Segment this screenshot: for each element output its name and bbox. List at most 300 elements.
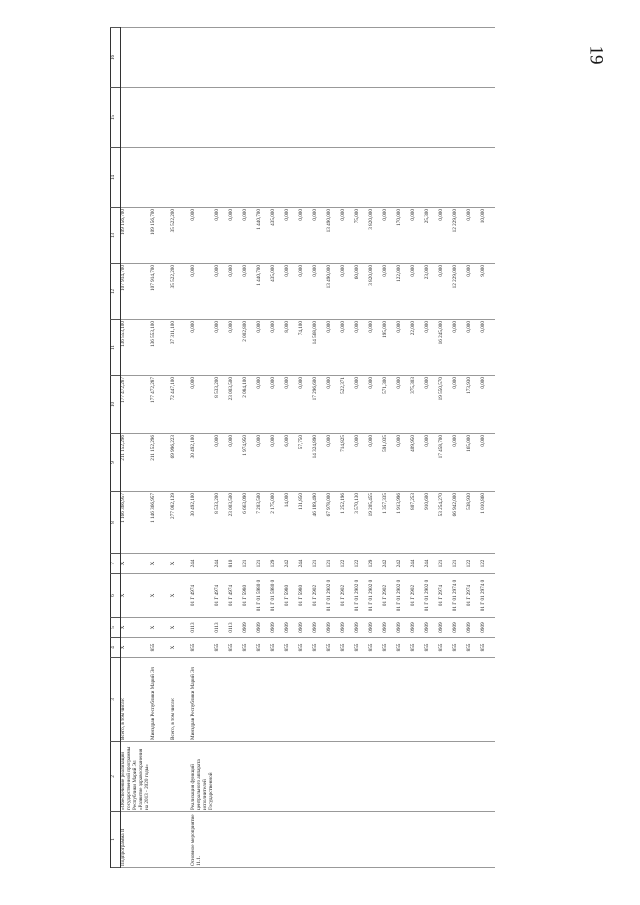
- table-cell: 0,000: [341, 320, 355, 376]
- table-cell: [229, 658, 243, 742]
- table-cell: [271, 812, 285, 868]
- table-cell: [397, 658, 411, 742]
- table-cell: 0,000: [467, 264, 481, 320]
- table-row: [327, 28, 341, 868]
- table-cell: [425, 742, 439, 812]
- table-cell: 0,000: [439, 208, 453, 264]
- table-cell: 16 245,000: [439, 320, 453, 376]
- table-cell: 855: [341, 638, 355, 658]
- table-cell: 57,750: [299, 434, 313, 492]
- table-cell: [467, 742, 481, 812]
- table-cell: 242: [397, 554, 411, 574]
- table-cell: [425, 88, 439, 148]
- table-cell: 0,000: [355, 376, 369, 434]
- table-cell: 121: [453, 554, 467, 574]
- table-cell: [369, 742, 383, 812]
- table-cell: [467, 812, 481, 868]
- table-cell: [257, 148, 271, 208]
- table-cell: [369, 28, 383, 88]
- table-cell: 810: [229, 554, 243, 574]
- table-cell: 107 914,700: [151, 264, 171, 320]
- table-cell: 1 166 366,957: [121, 492, 151, 554]
- table-cell: 109 156,700: [121, 208, 151, 264]
- table-cell: [453, 88, 467, 148]
- table-cell: [467, 658, 481, 742]
- column-header: 5: [111, 618, 121, 638]
- table-cell: [151, 742, 171, 812]
- table-cell: 0909: [425, 618, 439, 638]
- table-cell: 1 252,196: [341, 492, 355, 554]
- table-cell: 0,000: [397, 434, 411, 492]
- table-cell: 01 Г 4974: [215, 574, 229, 618]
- table-cell: 13 490,000: [327, 208, 341, 264]
- table-cell: [271, 28, 285, 88]
- column-header: 3: [111, 658, 121, 742]
- table-cell: 131,850: [299, 492, 313, 554]
- table-cell: 855: [355, 638, 369, 658]
- table-cell: 0909: [285, 618, 299, 638]
- table-row: [411, 28, 425, 868]
- table-cell: 0909: [481, 618, 495, 638]
- table-row: [467, 28, 481, 868]
- table-cell: [243, 812, 257, 868]
- table-cell: 0,000: [285, 264, 299, 320]
- table-cell: 0,000: [425, 376, 439, 434]
- table-cell: [215, 28, 229, 88]
- table-cell: 0,000: [299, 376, 313, 434]
- table-cell: 1 913,996: [397, 492, 411, 554]
- table-cell: [383, 812, 397, 868]
- table-cell: 122,000: [397, 264, 411, 320]
- table-cell: 0113: [215, 618, 229, 638]
- table-cell: [257, 88, 271, 148]
- table-cell: 244: [191, 554, 215, 574]
- table-body: [121, 28, 495, 868]
- table-cell: [341, 148, 355, 208]
- table-cell: 1 357,335: [383, 492, 397, 554]
- table-row: [229, 28, 243, 868]
- table-cell: [355, 28, 369, 88]
- table-cell: 435,000: [271, 264, 285, 320]
- table-cell: [355, 88, 369, 148]
- table-cell: [369, 148, 383, 208]
- table-cell: 2 175,000: [271, 492, 285, 554]
- table-cell: 69 996,223: [171, 434, 191, 492]
- column-header: 13: [111, 208, 121, 264]
- column-header: 2: [111, 742, 121, 812]
- table-cell: 1 440,700: [257, 208, 271, 264]
- column-header: 8: [111, 492, 121, 554]
- table-cell: 0,000: [369, 434, 383, 492]
- table-cell: 855: [425, 638, 439, 658]
- table-cell: 23 003,500: [229, 492, 243, 554]
- table-cell: 0,000: [425, 320, 439, 376]
- table-cell: [383, 88, 397, 148]
- table-cell: [121, 88, 151, 148]
- table-cell: 855: [243, 638, 257, 658]
- table-cell: [411, 812, 425, 868]
- table-cell: 0,000: [191, 208, 215, 264]
- table-cell: 30 492,100: [191, 492, 215, 554]
- table-cell: 0,000: [313, 264, 327, 320]
- table-cell: 0909: [341, 618, 355, 638]
- table-cell: 1 440,700: [257, 264, 271, 320]
- table-row: [121, 28, 151, 868]
- table-cell: 855: [313, 638, 327, 658]
- table-cell: 0,000: [215, 264, 229, 320]
- table-cell: 0909: [369, 618, 383, 638]
- table-cell: [285, 88, 299, 148]
- table-cell: 0,000: [229, 208, 243, 264]
- table-cell: 244: [411, 554, 425, 574]
- table-cell: 35 522,200: [171, 264, 191, 320]
- table-cell: 244: [299, 554, 313, 574]
- table-cell: 0909: [467, 618, 481, 638]
- table-cell: 37 311,100: [171, 320, 191, 376]
- table-cell: 129: [271, 554, 285, 574]
- table-cell: 0909: [411, 618, 425, 638]
- table-cell: [171, 28, 191, 88]
- table-cell: 173,930: [467, 376, 481, 434]
- table-cell: X: [121, 618, 151, 638]
- table-cell: 129: [369, 554, 383, 574]
- table-cell: 855: [467, 638, 481, 658]
- table-cell: 0909: [453, 618, 467, 638]
- table-cell: 177 472,287: [151, 376, 171, 434]
- table-cell: 0909: [271, 618, 285, 638]
- table-cell: 0,000: [243, 208, 257, 264]
- table-cell: 0,000: [313, 208, 327, 264]
- table-cell: 0,000: [341, 208, 355, 264]
- table-cell: 01 Г 4974: [191, 574, 215, 618]
- table-row: [299, 28, 313, 868]
- table-cell: 01 Г 01 2974 0: [453, 574, 467, 618]
- table-cell: 60,000: [355, 264, 369, 320]
- table-cell: [171, 812, 191, 868]
- table-cell: 8,000: [285, 320, 299, 376]
- table-cell: 0,000: [439, 264, 453, 320]
- table-cell: [121, 148, 151, 208]
- page-number: 19: [585, 45, 607, 65]
- table-cell: [383, 148, 397, 208]
- column-header: 15: [111, 88, 121, 148]
- table-header: [111, 28, 121, 868]
- column-header: 16: [111, 28, 121, 88]
- table-cell: 121: [327, 554, 341, 574]
- table-cell: [327, 742, 341, 812]
- table-cell: [453, 742, 467, 812]
- table-cell: 0113: [229, 618, 243, 638]
- table-cell: [151, 812, 171, 868]
- table-cell: [467, 148, 481, 208]
- table-cell: [439, 742, 453, 812]
- table-cell: 0,000: [383, 208, 397, 264]
- table-cell: [327, 28, 341, 88]
- table-cell: [151, 148, 171, 208]
- table-cell: [271, 88, 285, 148]
- table-cell: [327, 658, 341, 742]
- table-cell: [481, 742, 495, 812]
- table-cell: [243, 148, 257, 208]
- table-cell: [191, 28, 215, 88]
- table-cell: 136 553,100: [121, 320, 151, 376]
- table-row: [397, 28, 411, 868]
- table-row: [355, 28, 369, 868]
- table-cell: 855: [453, 638, 467, 658]
- table-cell: [257, 742, 271, 812]
- table-cell: 17 458,700: [439, 434, 453, 492]
- table-cell: 12 229,000: [453, 264, 467, 320]
- table-cell: [313, 658, 327, 742]
- table-cell: X: [151, 574, 171, 618]
- table-cell: X: [171, 638, 191, 658]
- table-cell: Минздрав Республики Марий Эл: [191, 658, 215, 742]
- table-cell: [481, 812, 495, 868]
- table-cell: 107 914,700: [121, 264, 151, 320]
- table-cell: 01 Г 5980: [299, 574, 313, 618]
- table-cell: [191, 148, 215, 208]
- column-header: 12: [111, 264, 121, 320]
- table-cell: [271, 742, 285, 812]
- table-cell: 0909: [313, 618, 327, 638]
- table-cell: 0,000: [369, 376, 383, 434]
- table-cell: 0,000: [355, 434, 369, 492]
- table-cell: [453, 812, 467, 868]
- budget-table: [110, 27, 495, 868]
- table-cell: [481, 148, 495, 208]
- table-cell: 25,300: [425, 208, 439, 264]
- table-cell: 3 820,000: [369, 208, 383, 264]
- table-cell: 242: [383, 554, 397, 574]
- table-cell: 72 447,100: [171, 376, 191, 434]
- table-row: [243, 28, 257, 868]
- table-cell: [425, 812, 439, 868]
- table-cell: 01 Г 01 5980 0: [271, 574, 285, 618]
- table-cell: X: [171, 574, 191, 618]
- table-cell: [229, 88, 243, 148]
- table-cell: 244: [215, 554, 229, 574]
- table-cell: [355, 812, 369, 868]
- table-cell: 8 533,200: [215, 492, 229, 554]
- table-cell: [243, 658, 257, 742]
- table-cell: [481, 28, 495, 88]
- table-cell: 0,000: [425, 434, 439, 492]
- table-cell: X: [121, 554, 151, 574]
- table-cell: 0,000: [355, 320, 369, 376]
- table-cell: 855: [151, 638, 171, 658]
- table-cell: 0909: [355, 618, 369, 638]
- table-cell: 0,000: [285, 208, 299, 264]
- table-cell: [299, 88, 313, 148]
- table-cell: 0,000: [299, 208, 313, 264]
- table-cell: 0909: [397, 618, 411, 638]
- table-cell: [313, 812, 327, 868]
- table-cell: X: [121, 638, 151, 658]
- table-cell: 122: [355, 554, 369, 574]
- table-cell: [229, 812, 243, 868]
- table-cell: 01 Г 01 2902 0: [425, 574, 439, 618]
- table-cell: 0909: [383, 618, 397, 638]
- table-cell: 0,000: [411, 208, 425, 264]
- table-cell: 23 003,500: [229, 376, 243, 434]
- table-cell: 01 Г 01 2902 0: [369, 574, 383, 618]
- table-cell: [243, 88, 257, 148]
- table-cell: 23,000: [425, 264, 439, 320]
- column-header: 11: [111, 320, 121, 376]
- table-cell: 538,930: [467, 492, 481, 554]
- table-cell: [341, 28, 355, 88]
- table-row: [453, 28, 467, 868]
- table-cell: 242: [285, 554, 299, 574]
- table-cell: [257, 658, 271, 742]
- table-cell: 0,000: [481, 320, 495, 376]
- table-cell: 7 203,500: [257, 492, 271, 554]
- table-cell: 1 146 366,957: [151, 492, 171, 554]
- table-cell: 0,000: [327, 434, 341, 492]
- table-cell: [397, 742, 411, 812]
- table-cell: 121: [313, 554, 327, 574]
- table-cell: 122: [481, 554, 495, 574]
- table-cell: [313, 742, 327, 812]
- table-cell: 855: [271, 638, 285, 658]
- table-cell: [243, 28, 257, 88]
- table-cell: 375,303: [411, 376, 425, 434]
- table-cell: [355, 742, 369, 812]
- table-row: [383, 28, 397, 868]
- table-cell: [467, 28, 481, 88]
- table-cell: 0,000: [229, 264, 243, 320]
- table-cell: 122: [467, 554, 481, 574]
- table-cell: [313, 28, 327, 88]
- table-row: [191, 28, 215, 868]
- table-cell: [313, 148, 327, 208]
- header-row: [111, 28, 121, 868]
- table-cell: [397, 88, 411, 148]
- table-cell: X: [121, 574, 151, 618]
- table-cell: 177 472,287: [121, 376, 151, 434]
- table-cell: 855: [299, 638, 313, 658]
- table-cell: 0,000: [383, 264, 397, 320]
- table-cell: 01 Г 4974: [229, 574, 243, 618]
- table-cell: 195,000: [383, 320, 397, 376]
- table-cell: [411, 28, 425, 88]
- table-row: [271, 28, 285, 868]
- table-cell: 46 189,490: [313, 492, 327, 554]
- table-cell: 8 533,200: [215, 376, 229, 434]
- table-cell: 2 002,800: [243, 320, 257, 376]
- table-cell: [299, 658, 313, 742]
- table-cell: 01 Г 01 2902 0: [397, 574, 411, 618]
- table-cell: 855: [191, 638, 215, 658]
- table-cell: 6,000: [285, 434, 299, 492]
- table-cell: 435,000: [271, 208, 285, 264]
- table-cell: 0,000: [299, 264, 313, 320]
- table-cell: [271, 658, 285, 742]
- table-cell: 13 490,000: [327, 264, 341, 320]
- table-cell: [313, 88, 327, 148]
- table-row: [285, 28, 299, 868]
- table-cell: [285, 148, 299, 208]
- table-cell: 35 522,200: [171, 208, 191, 264]
- table-cell: 0,000: [243, 264, 257, 320]
- table-cell: 121: [257, 554, 271, 574]
- table-cell: [453, 28, 467, 88]
- table-cell: [369, 88, 383, 148]
- table-cell: [481, 658, 495, 742]
- table-cell: X: [171, 618, 191, 638]
- table-cell: 0,000: [327, 320, 341, 376]
- table-cell: [481, 88, 495, 148]
- table-cell: 522,371: [341, 376, 355, 434]
- table-cell: 0,000: [271, 376, 285, 434]
- table-cell: 14 568,000: [313, 320, 327, 376]
- table-cell: 1 010,860: [481, 492, 495, 554]
- table-cell: [299, 28, 313, 88]
- table-cell: 0,000: [271, 320, 285, 376]
- table-cell: 0,000: [257, 434, 271, 492]
- table-cell: X: [151, 554, 171, 574]
- table-cell: 01 Г 2974: [439, 574, 453, 618]
- table-cell: 855: [229, 638, 243, 658]
- table-cell: 17 296,600: [313, 376, 327, 434]
- table-row: [313, 28, 327, 868]
- table-cell: 0,000: [453, 376, 467, 434]
- table-cell: [151, 88, 171, 148]
- table-cell: Минздрав Республики Марий Эл: [151, 658, 171, 742]
- table-cell: 0909: [299, 618, 313, 638]
- table-cell: 53 254,270: [439, 492, 453, 554]
- table-cell: [439, 658, 453, 742]
- table-cell: 0,000: [215, 320, 229, 376]
- table-cell: [439, 148, 453, 208]
- table-cell: [215, 88, 229, 148]
- table-cell: [341, 88, 355, 148]
- table-cell: [171, 88, 191, 148]
- table-cell: 0,000: [481, 376, 495, 434]
- column-header: 1: [111, 812, 121, 868]
- table-cell: 0,000: [257, 320, 271, 376]
- table-cell: 855: [439, 638, 453, 658]
- table-cell: 409,950: [411, 434, 425, 492]
- table-cell: 0,000: [271, 434, 285, 492]
- table-cell: [397, 148, 411, 208]
- table-cell: [285, 812, 299, 868]
- table-cell: 01 Г 2902: [411, 574, 425, 618]
- table-cell: [229, 148, 243, 208]
- table-cell: 01 Г 01 2902 0: [327, 574, 341, 618]
- table-cell: [215, 148, 229, 208]
- table-cell: X: [171, 554, 191, 574]
- table-cell: [383, 658, 397, 742]
- column-header: 4: [111, 638, 121, 658]
- table-cell: [383, 28, 397, 88]
- table-cell: 910,600: [425, 492, 439, 554]
- table-cell: [355, 148, 369, 208]
- table-cell: 0,000: [453, 434, 467, 492]
- table-cell: [425, 658, 439, 742]
- table-cell: [229, 28, 243, 88]
- table-cell: 855: [285, 638, 299, 658]
- table-cell: Основное мероприятие 11.1.: [191, 812, 215, 868]
- table-cell: [411, 742, 425, 812]
- table-cell: 855: [215, 638, 229, 658]
- table-cell: 14 324,890: [313, 434, 327, 492]
- table-cell: [397, 28, 411, 88]
- table-cell: [341, 742, 355, 812]
- table-cell: [271, 148, 285, 208]
- table-cell: 0,000: [369, 320, 383, 376]
- table-cell: 0,000: [481, 434, 495, 492]
